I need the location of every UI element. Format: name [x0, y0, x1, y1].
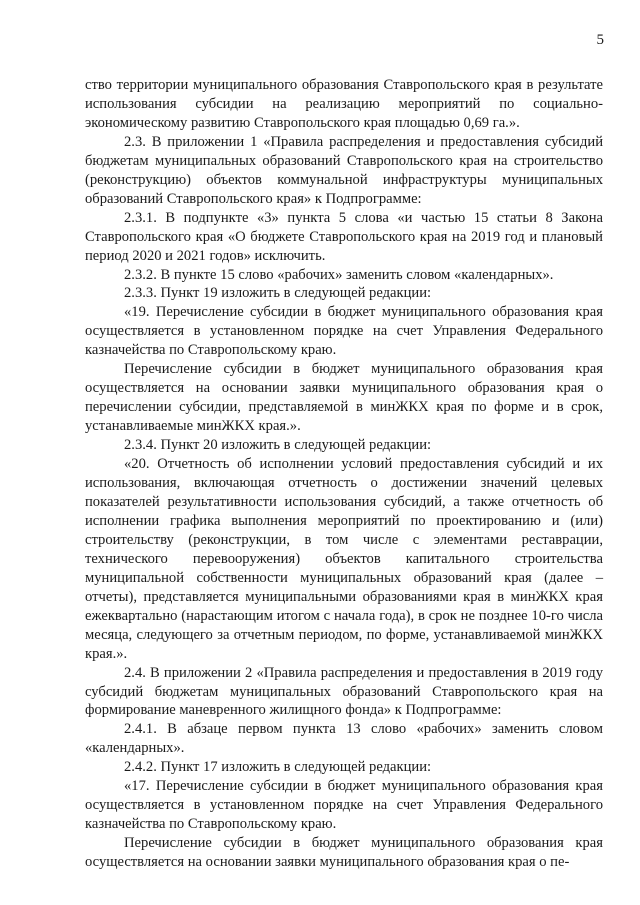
paragraph-item-17: «17. Перечисление субсидии в бюджет муниципального образования края осуществляется в установленном порядке на счет Управления Федерального казначейства по Ставропольскому краю. [85, 778, 603, 833]
document-body [85, 76, 603, 872]
paragraph-2-4-2: 2.4.2. Пункт 17 изложить в следующей редакции: [124, 759, 432, 776]
paragraph-item-19-cont: Перечисление субсидии в бюджет муниципального образования края осуществляется на основании заявки муниципального образования края о перечислении субсидии, представляемой в минЖКХ края по форме и в срок, устанавливаемые минЖКХ края.». [85, 361, 603, 435]
paragraph-2-3-3: 2.3.3. Пункт 19 изложить в следующей редакции: [124, 285, 432, 302]
paragraph-2-4: 2.4. В приложении 2 «Правила распределения и предоставления в 2019 году субсидий бюджетам муниципальных образований Ставропольского края на формирование маневренного жилищного фонда» к Подпрограмме: [85, 664, 603, 719]
page-number: 5 [596, 32, 604, 48]
paragraph-continuation: ство территории муниципального образования Ставропольского края в результате использования субсидии на реализацию мероприятий по социально-экономическому развитию Ставропольского края площадью 0,69 га.». [85, 77, 603, 131]
paragraph-2-3-1: 2.3.1. В подпункте «3» пункта 5 слова «и частью 15 статьи 8 Закона Ставропольского края «О бюджете Ставропольского края на 2019 год и плановый период 2020 и 2021 годов» исключить. [85, 209, 603, 264]
paragraph-2-3: 2.3. В приложении 1 «Правила распределения и предоставления субсидий бюджетам муниципальных образований Ставропольского края на строительство (реконструкцию) объектов коммунальной инфраструктуры муниципальных образований Ставропольского края» к Подпрограмме: [85, 133, 603, 207]
paragraph-item-19: «19. Перечисление субсидии в бюджет муниципального образования края осуществляется в установленном порядке на счет Управления Федерального казначейства по Ставропольскому краю. [85, 304, 603, 359]
paragraph-2-3-2: 2.3.2. В пункте 15 слово «рабочих» заменить словом «календарных». [124, 266, 554, 283]
paragraph-item-17-cont: Перечисление субсидии в бюджет муниципального образования края осуществляется на основании заявки муниципального образования края о пе- [85, 835, 603, 871]
paragraph-item-20: «20. Отчетность об исполнении условий предоставления субсидий и их использования, включающая отчетность о достижении значений целевых показателей результативности использования субсидий, а также отчетность об исполнении графика выполнения мероприятий по проектированию и (или) строительству (реконструкции, в том числе с элементами реставрации, технического перевооружения) объектов капитального строительства муниципальной собственности муниципальных образований края (далее – отчеты), представляется муниципальными образованиями края в минЖКХ края ежеквартально (нарастающим итогом с начала года), в срок не позднее 10-го числа месяца, следующего за отчетным периодом, по форме, устанавливаемой минЖКХ края.». [85, 456, 603, 662]
paragraph-2-4-1: 2.4.1. В абзаце первом пункта 13 слово «рабочих» заменить словом «календарных». [85, 721, 603, 757]
paragraph-2-3-4: 2.3.4. Пункт 20 изложить в следующей редакции: [124, 437, 432, 454]
